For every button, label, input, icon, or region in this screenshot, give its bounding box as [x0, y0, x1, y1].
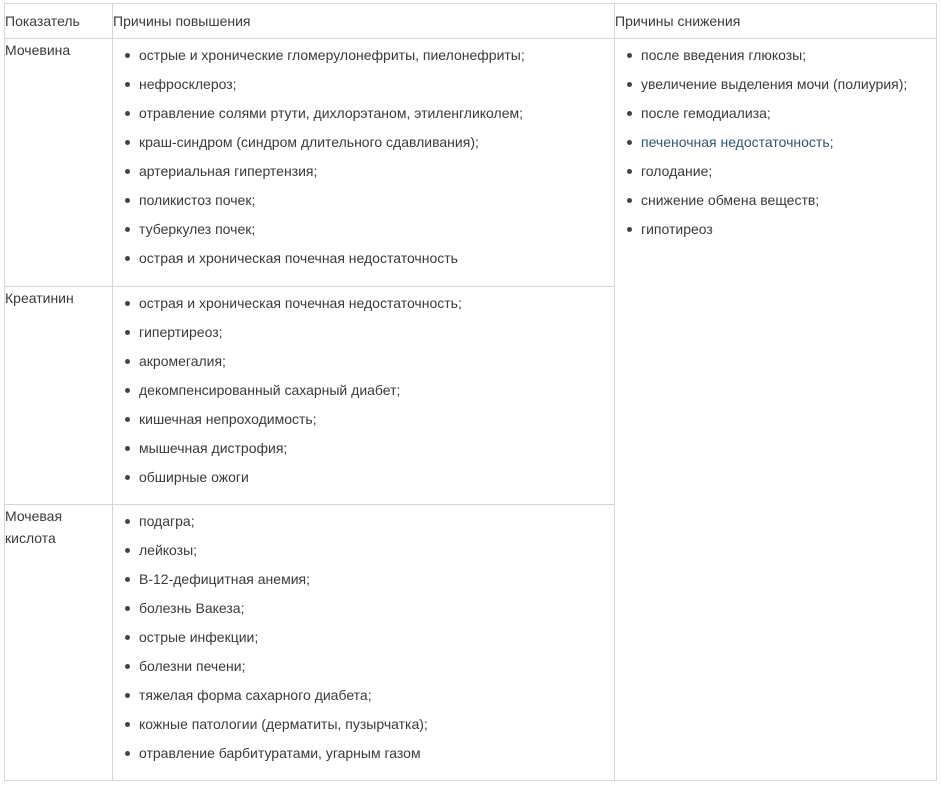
indicator-cell: Мочевая кислота	[5, 505, 113, 781]
list-item: туберкулез почек;	[113, 218, 614, 241]
causes-table	[4, 3, 937, 781]
list-item: лейкозы;	[113, 539, 614, 562]
list-item: В-12-дефицитная анемия;	[113, 568, 614, 591]
increase-list	[113, 287, 614, 501]
header-indicator: Показатель	[5, 4, 113, 39]
decrease-cell	[615, 39, 937, 781]
list-item: после гемодиализа;	[615, 102, 936, 125]
list-item: болезни печени;	[113, 655, 614, 678]
list-item: после введения глюкозы;	[615, 44, 936, 67]
list-item: увеличение выделения мочи (полиурия);	[615, 73, 936, 96]
increase-cell	[113, 505, 615, 781]
list-item: акромегалия;	[113, 350, 614, 373]
increase-cell	[113, 287, 615, 505]
list-item: поликистоз почек;	[113, 189, 614, 212]
increase-cell	[113, 39, 615, 287]
list-item: голодание;	[615, 160, 936, 183]
liver-failure-link[interactable]: печеночная недостаточность	[641, 134, 830, 150]
list-item: отравление солями ртути, дихлорэтаном, этиленгликолем;	[113, 102, 614, 125]
table-header-row	[5, 4, 937, 39]
indicator-cell: Креатинин	[5, 287, 113, 505]
decrease-list	[615, 39, 936, 253]
increase-list	[113, 39, 614, 282]
list-item: кожные патологии (дерматиты, пузырчатка);	[113, 713, 614, 736]
list-item: обширные ожоги	[113, 466, 614, 489]
list-item: гипертиреоз;	[113, 321, 614, 344]
list-item: острая и хроническая почечная недостаточность	[113, 247, 614, 270]
list-item: тяжелая форма сахарного диабета;	[113, 684, 614, 707]
increase-list	[113, 505, 614, 777]
list-item: болезнь Вакеза;	[113, 597, 614, 620]
header-decrease: Причины снижения	[615, 4, 937, 39]
list-item: артериальная гипертензия;	[113, 160, 614, 183]
header-increase: Причины повышения	[113, 4, 615, 39]
table-row	[5, 39, 937, 287]
list-item: декомпенсированный сахарный диабет;	[113, 379, 614, 402]
list-item: гипотиреоз	[615, 218, 936, 241]
list-item: краш-синдром (синдром длительного сдавливания);	[113, 131, 614, 154]
list-item: мышечная дистрофия;	[113, 437, 614, 460]
list-item: печеночная недостаточность;	[615, 131, 936, 154]
list-item: острые инфекции;	[113, 626, 614, 649]
list-item: снижение обмена веществ;	[615, 189, 936, 212]
list-item: подагра;	[113, 510, 614, 533]
indicator-cell: Мочевина	[5, 39, 113, 287]
list-item: острая и хроническая почечная недостаточность;	[113, 292, 614, 315]
list-item: кишечная непроходимость;	[113, 408, 614, 431]
list-item: нефросклероз;	[113, 73, 614, 96]
list-item: острые и хронические гломерулонефриты, пиелонефриты;	[113, 44, 614, 67]
list-item: отравление барбитуратами, угарным газом	[113, 742, 614, 765]
